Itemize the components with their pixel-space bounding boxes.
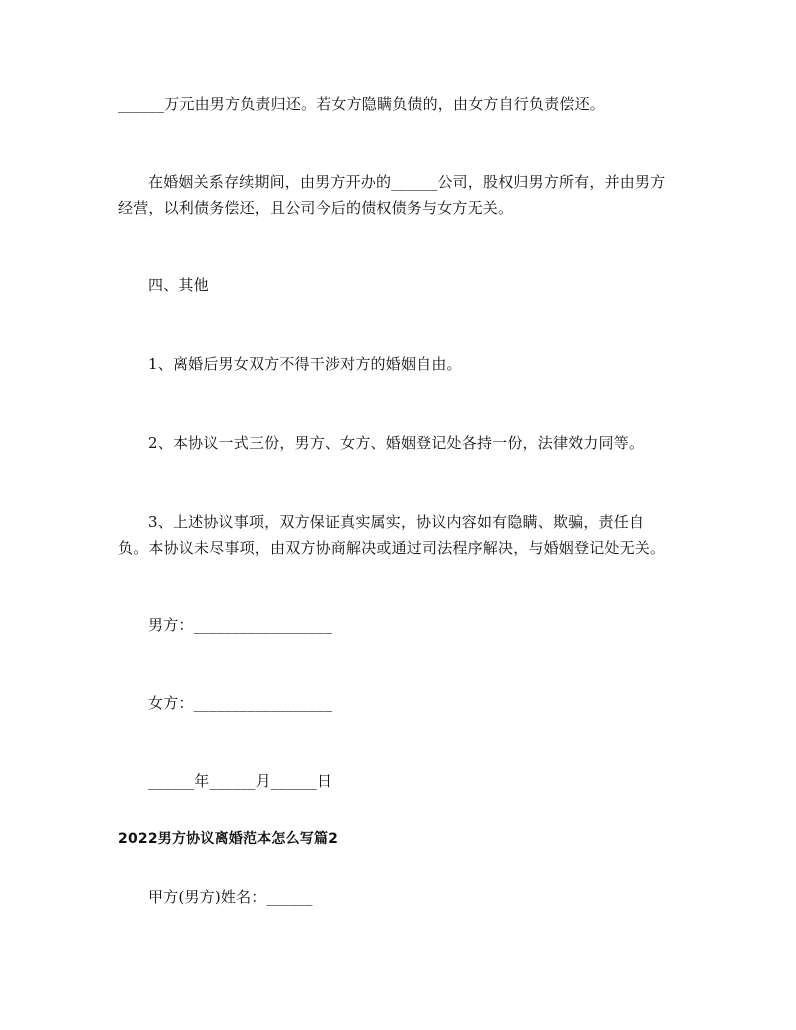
paragraph-company-line-2: 经营，以利债务偿还，且公司今后的债权债务与女方无关。 <box>118 199 514 217</box>
signature-female: 女方：__________________ <box>148 694 333 712</box>
section-four-title: 四、其他 <box>148 276 209 294</box>
other-item-1: 1、离婚后男女双方不得干涉对方的婚姻自由。 <box>148 355 462 373</box>
signature-male: 男方：__________________ <box>148 616 333 634</box>
party-a-name-line: 甲方(男方)姓名：______ <box>148 888 313 906</box>
date-line: ______年______月______日 <box>148 772 333 790</box>
other-item-2: 2、本协议一式三份，男方、女方、婚姻登记处各持一份，法律效力同等。 <box>148 434 645 452</box>
section-heading: 2022男方协议离婚范本怎么写篇2 <box>118 831 339 847</box>
paragraph-company-line-1: 在婚姻关系存续期间，由男方开办的______公司，股权归男方所有，并由男方 <box>148 173 666 191</box>
other-item-3-line-2: 负。本协议未尽事项，由双方协商解决或通过司法程序解决，与婚姻登记处无关。 <box>118 539 666 557</box>
other-item-3-line-1: 3、上述协议事项，双方保证真实属实，协议内容如有隐瞒、欺骗，责任自 <box>148 513 645 531</box>
paragraph-debt-end: ______万元由男方负责归还。若女方隐瞒负债的，由女方自行负责偿还。 <box>118 95 606 113</box>
